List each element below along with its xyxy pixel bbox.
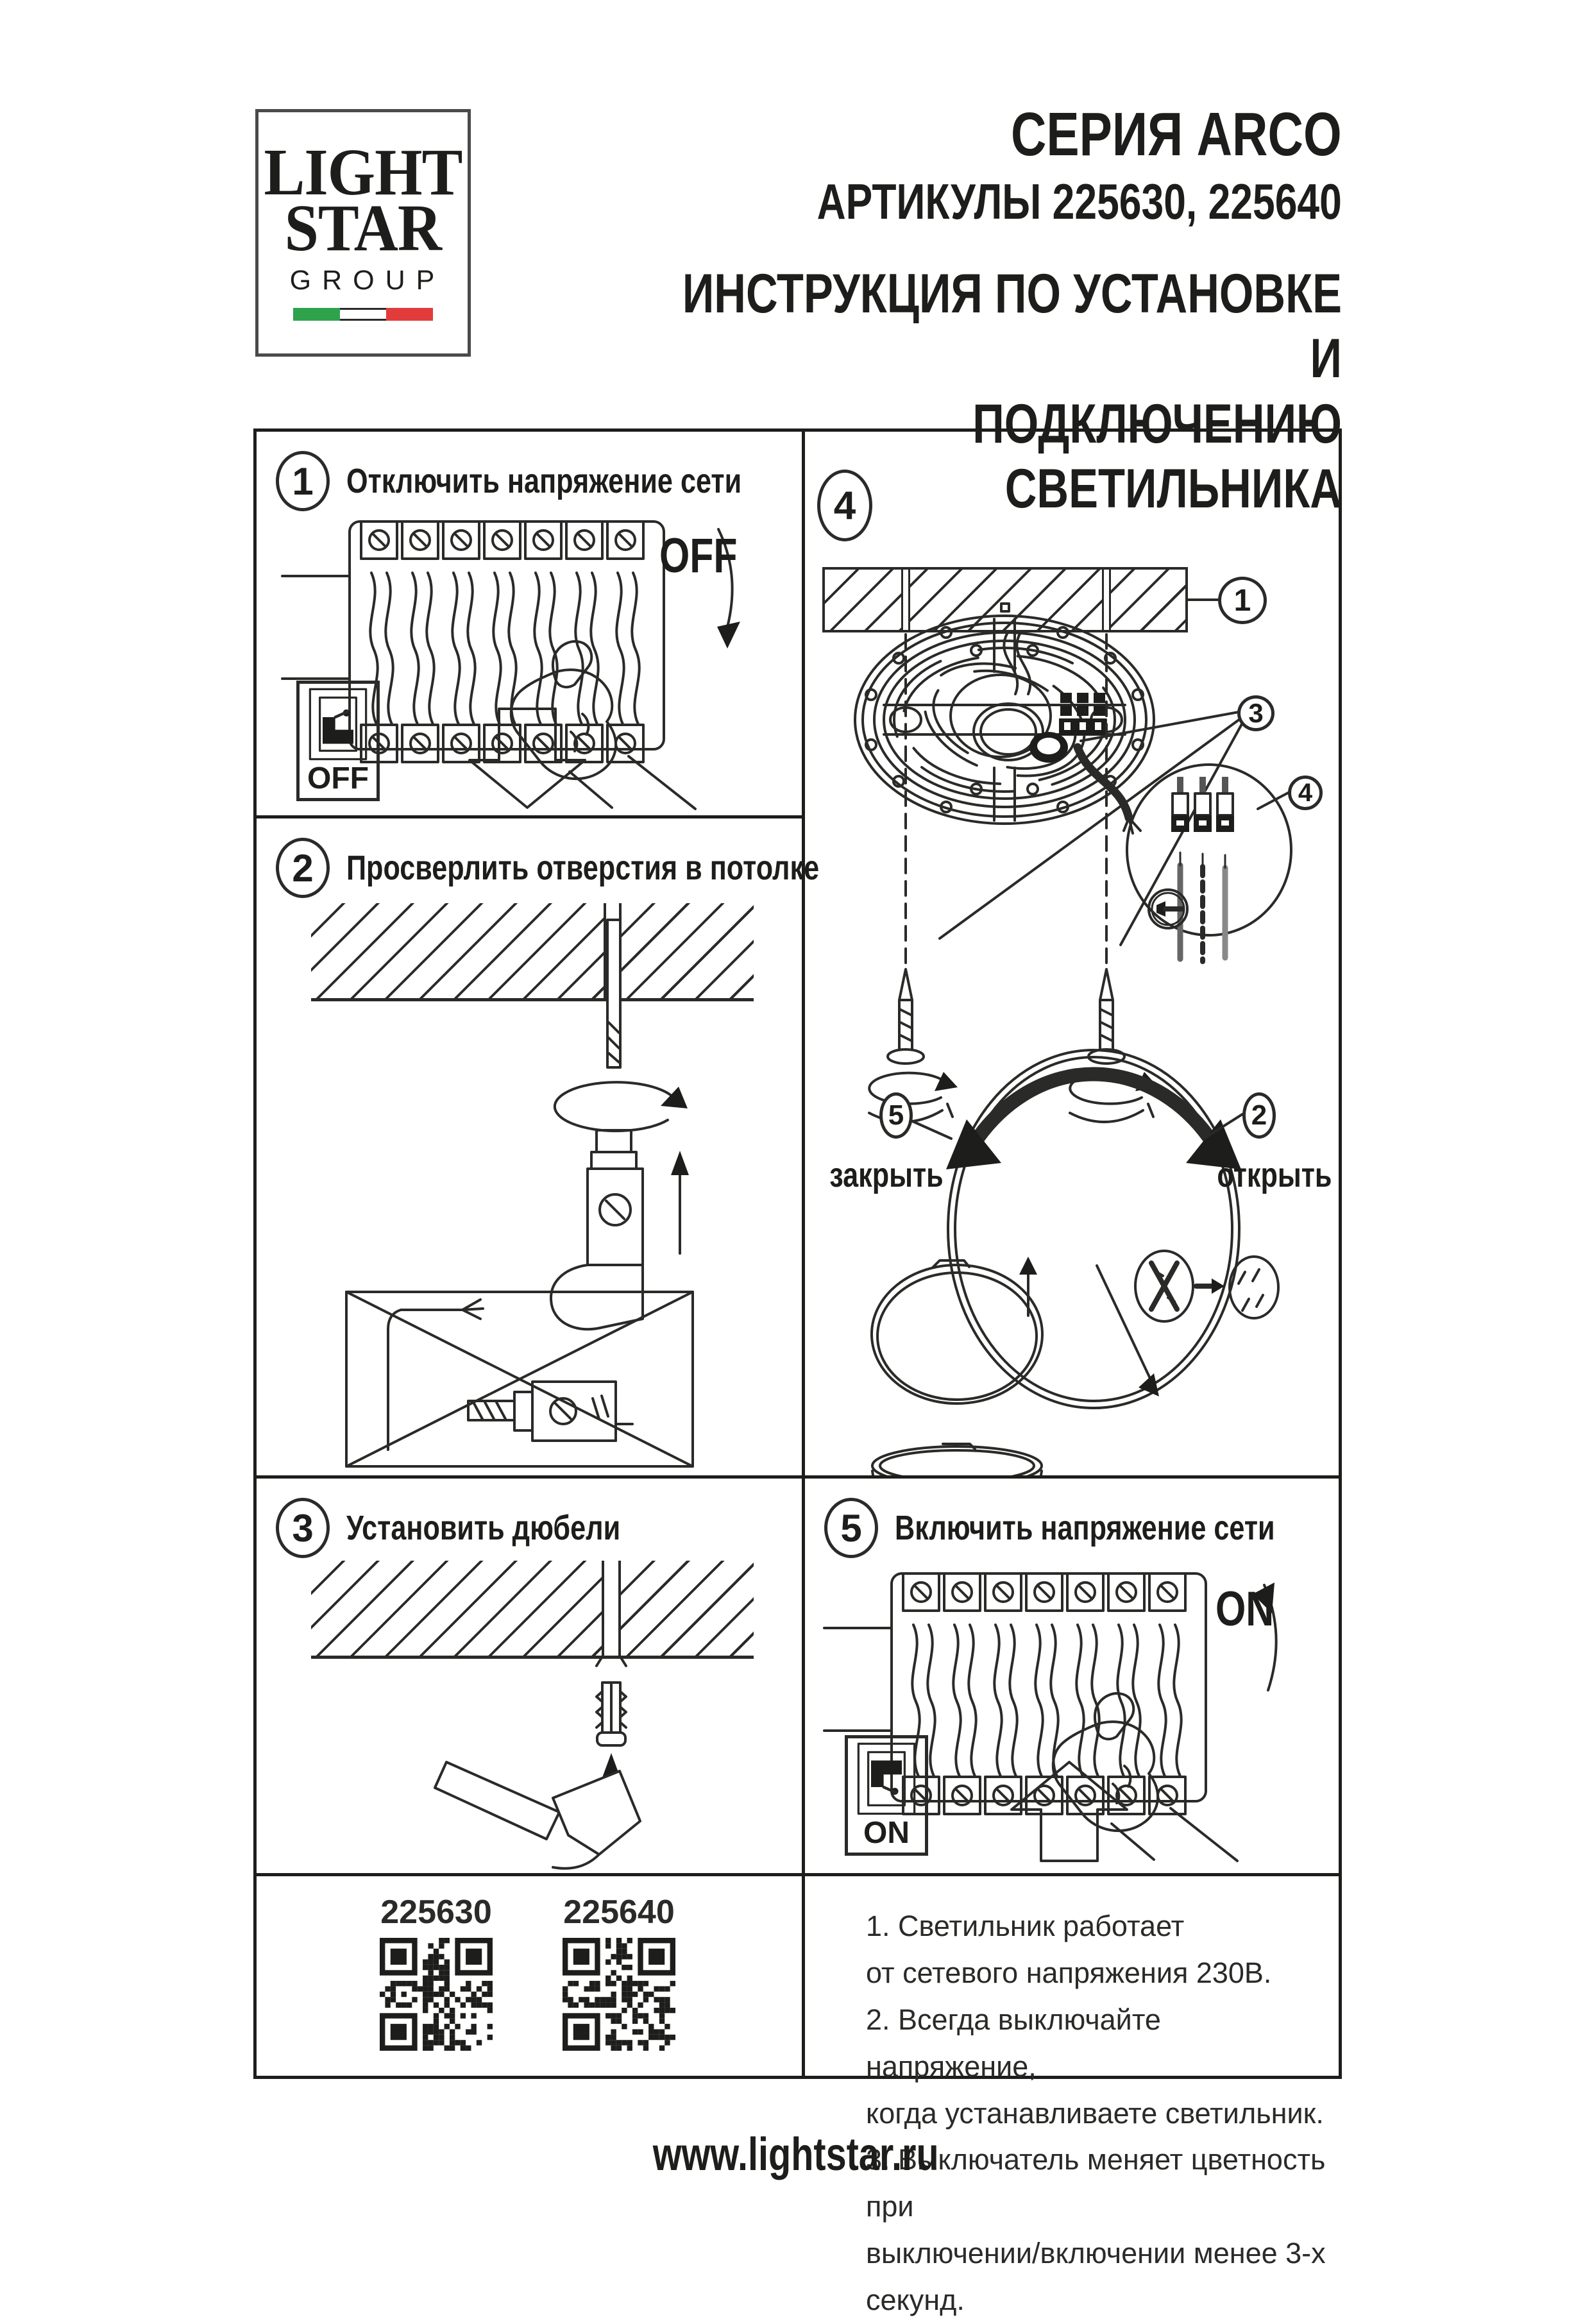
switch-pictogram-off (303, 686, 373, 763)
step-2-number-circle (276, 838, 330, 898)
lightstar-logo (255, 109, 471, 357)
wall-switch-off-icon (296, 681, 380, 801)
drill-grip (551, 1265, 643, 1329)
breaker-on-label: ON (1215, 1582, 1274, 1636)
switch-pictogram-on (851, 1741, 922, 1818)
panel-step-1 (257, 432, 805, 818)
callout-2: 2 (1242, 1092, 1276, 1139)
screw-left (869, 969, 958, 1122)
step-3-title: Установить дюбели (346, 1509, 621, 1547)
qr-code-225630 (380, 1938, 493, 2051)
italian-flag-icon (293, 308, 433, 321)
qr-cell (257, 1876, 805, 2076)
up-arrow-icon (671, 1151, 689, 1175)
assembled-lamp-side-view (872, 1444, 1042, 1475)
notes-cell (805, 1876, 1339, 2317)
step-5-title: Включить напряжение сети (895, 1509, 1275, 1547)
drill-bit (607, 920, 620, 1067)
breaker-off-label: OFF (659, 529, 738, 583)
step-3-number: 3 (292, 1506, 314, 1550)
callout-5: 5 (879, 1092, 913, 1139)
wall-switch-on-icon (845, 1735, 928, 1856)
logo-word-star: STAR (284, 191, 442, 265)
flag-green (293, 308, 340, 321)
screw-right (1070, 969, 1158, 1122)
qr-label-225630: 225630 (380, 1894, 492, 1931)
panel-step-3 (257, 1479, 805, 1876)
flag-red (386, 308, 433, 321)
note-line: 1. Светильник работает (866, 1910, 1185, 1942)
rotation-arrow-icon (555, 1082, 674, 1131)
close-label: закрыть (829, 1156, 944, 1194)
note-line: 2. Всегда выключайте напряжение, (866, 2003, 1161, 2083)
logo-word-light: LIGHT (264, 135, 462, 210)
wiring-detail-circle (1127, 765, 1291, 962)
step-4-number: 4 (833, 483, 856, 528)
twist-lock-detail (1135, 1251, 1278, 1321)
step-2-title: Просверлить отверстия в потолке (346, 849, 820, 887)
panel-step-2 (257, 818, 820, 1479)
step-5-number-circle (824, 1498, 878, 1558)
qr-label-225640: 225640 (563, 1894, 675, 1931)
qr-code-225640 (563, 1938, 675, 2051)
dowel (597, 1683, 626, 1745)
callout-3: 3 (1237, 695, 1274, 731)
instruction-title-line2: ПОДКЛЮЧЕНИЮ СВЕТИЛЬНИКА (972, 393, 1342, 520)
wire-connectors (1171, 777, 1234, 832)
website-url: www.lightstar.ru (653, 2129, 939, 2180)
series-title: СЕРИЯ ARCO (1011, 100, 1342, 169)
drill-diagram (257, 894, 805, 1475)
step-3-number-circle (276, 1498, 330, 1558)
flag-white (340, 308, 387, 321)
logo-word-group: GROUP (289, 264, 446, 296)
footer (0, 2128, 1592, 2181)
open-label: открыть (1217, 1156, 1332, 1194)
dowel-hammer-diagram (257, 1550, 805, 1871)
articles-line: АРТИКУЛЫ 225630, 225640 (817, 173, 1342, 230)
step-1-title: Отключить напряжение сети (346, 462, 742, 500)
panel-step-4 (805, 432, 1339, 1479)
panel-step-5 (805, 1479, 1339, 1876)
curved-arrow-down-icon (717, 622, 740, 649)
note-line: когда устанавливаете светильник. (866, 2096, 1324, 2130)
callout-4: 4 (1288, 776, 1323, 810)
callout-1: 1 (1218, 577, 1267, 624)
no-drill-near-wires-icon (346, 1292, 693, 1466)
step-2-number: 2 (292, 846, 314, 890)
note-line: от сетевого напряжения 230В. (866, 1956, 1272, 1989)
switch-off-label: OFF (307, 761, 369, 795)
note-line: 3. Выключатель меняет цветность при (866, 2143, 1326, 2223)
hammer-icon (435, 1762, 640, 1869)
switch-on-label: ON (863, 1816, 910, 1850)
step-1-number: 1 (292, 459, 314, 503)
step-5-number: 5 (840, 1506, 862, 1550)
instruction-title-line1: ИНСТРУКЦИЯ ПО УСТАНОВКЕ И (682, 262, 1342, 390)
note-line: выключении/включении менее 3-х секунд. (866, 2237, 1326, 2317)
